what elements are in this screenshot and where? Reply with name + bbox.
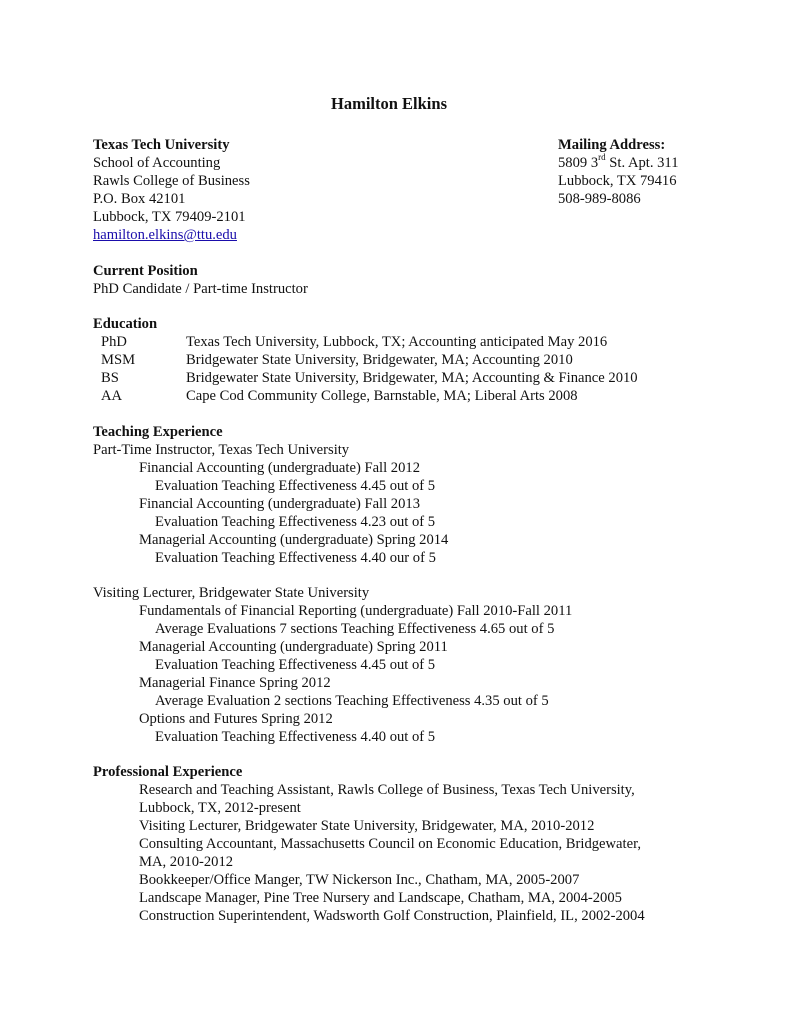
teaching-group-title: Part-Time Instructor, Texas Tech University: [93, 442, 350, 458]
degree-label: MSM: [101, 352, 136, 368]
degree-detail: Cape Cod Community College, Barnstable, MA; Liberal Arts 2008: [186, 388, 578, 404]
professional-heading: Professional Experience: [93, 764, 243, 780]
mailing-phone: 508-989-8086: [558, 191, 641, 207]
cv-name: Hamilton Elkins: [331, 94, 447, 113]
degree-label: BS: [101, 370, 119, 386]
evaluation-line: Average Evaluations 7 sections Teaching Effectiveness 4.65 out of 5: [155, 621, 555, 637]
professional-line: Consulting Accountant, Massachusetts Council on Economic Education, Bridgewater,: [139, 836, 641, 852]
address-line: Lubbock, TX 79409-2101: [93, 209, 246, 225]
teaching-heading: Teaching Experience: [93, 424, 223, 440]
degree-detail: Bridgewater State University, Bridgewater, MA; Accounting & Finance 2010: [186, 370, 638, 386]
course-line: Managerial Accounting (undergraduate) Spring 2014: [139, 532, 449, 548]
professional-line: Visiting Lecturer, Bridgewater State University, Bridgewater, MA, 2010-2012: [139, 818, 595, 834]
degree-label: PhD: [101, 334, 127, 350]
mailing-street: [558, 154, 679, 172]
professional-line: Landscape Manager, Pine Tree Nursery and Landscape, Chatham, MA, 2004-2005: [139, 890, 622, 906]
evaluation-line: Evaluation Teaching Effectiveness 4.23 out of 5: [155, 514, 436, 530]
education-heading: Education: [93, 316, 158, 332]
degree-detail: Bridgewater State University, Bridgewater, MA; Accounting 2010: [186, 352, 573, 368]
evaluation-line: Evaluation Teaching Effectiveness 4.45 out of 5: [155, 478, 436, 494]
course-line: Managerial Accounting (undergraduate) Spring 2011: [139, 639, 448, 655]
course-line: Options and Futures Spring 2012: [139, 711, 333, 727]
professional-line: Construction Superintendent, Wadsworth Golf Construction, Plainfield, IL, 2002-2004: [139, 908, 645, 924]
professional-line: Lubbock, TX, 2012-present: [139, 800, 301, 816]
mailing-address-heading: Mailing Address:: [558, 137, 666, 153]
address-line: Rawls College of Business: [93, 173, 250, 189]
evaluation-line: Evaluation Teaching Effectiveness 4.40 out of 5: [155, 729, 436, 745]
course-line: Fundamentals of Financial Reporting (undergraduate) Fall 2010-Fall 2011: [139, 603, 573, 619]
evaluation-line: Evaluation Teaching Effectiveness 4.40 our of 5: [155, 550, 436, 566]
professional-line: Bookkeeper/Office Manger, TW Nickerson Inc., Chatham, MA, 2005-2007: [139, 872, 580, 888]
course-line: Financial Accounting (undergraduate) Fall 2013: [139, 496, 420, 512]
course-line: Managerial Finance Spring 2012: [139, 675, 331, 691]
street-rest: St. Apt. 311: [605, 155, 679, 171]
address-line: School of Accounting: [93, 155, 221, 171]
mailing-city: Lubbock, TX 79416: [558, 173, 677, 189]
current-position-text: PhD Candidate / Part-time Instructor: [93, 281, 308, 297]
address-line: P.O. Box 42101: [93, 191, 186, 207]
evaluation-line: Evaluation Teaching Effectiveness 4.45 out of 5: [155, 657, 436, 673]
institution-name: Texas Tech University: [93, 137, 230, 153]
course-line: Financial Accounting (undergraduate) Fall 2012: [139, 460, 420, 476]
teaching-group-title: Visiting Lecturer, Bridgewater State University: [93, 585, 370, 601]
professional-line: MA, 2010-2012: [139, 854, 234, 870]
evaluation-line: Average Evaluation 2 sections Teaching Effectiveness 4.35 out of 5: [155, 693, 549, 709]
street-ordinal: rd: [598, 152, 606, 163]
degree-detail: Texas Tech University, Lubbock, TX; Accounting anticipated May 2016: [186, 334, 608, 350]
email-link[interactable]: hamilton.elkins@ttu.edu: [93, 227, 237, 243]
current-position-heading: Current Position: [93, 263, 198, 279]
degree-label: AA: [101, 388, 123, 404]
professional-line: Research and Teaching Assistant, Rawls College of Business, Texas Tech University,: [139, 782, 635, 798]
street-number: 5809 3: [558, 155, 599, 171]
